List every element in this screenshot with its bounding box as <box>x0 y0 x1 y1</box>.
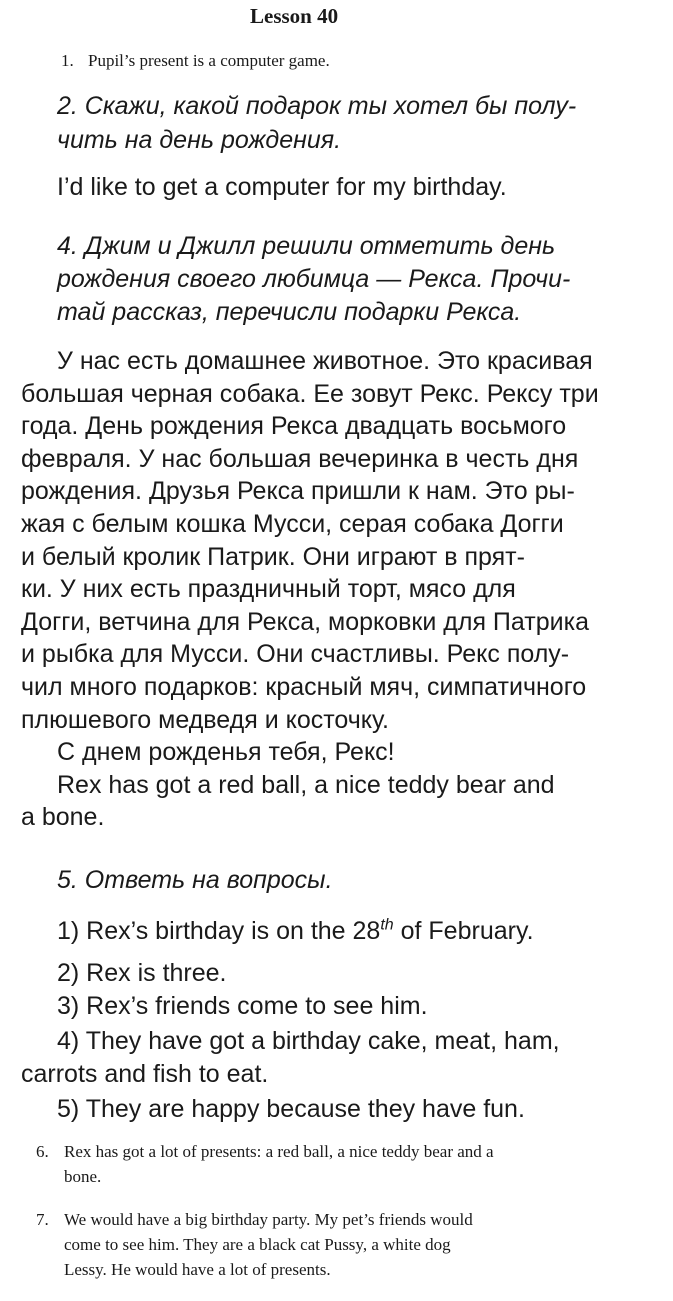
exercise-1-text: Pupil’s present is a computer game. <box>88 51 330 70</box>
exercise-7 <box>36 1210 636 1280</box>
story-line: чил много подарков: красный мяч, симпатичного <box>21 672 587 701</box>
exercise-5-answer-5: 5) They are happy because they have fun. <box>57 1095 525 1123</box>
story-line: и рыбка для Мусси. Они счастливы. Рекс полу- <box>21 640 570 669</box>
exercise-5-answer-3: 3) Rex’s friends come to see him. <box>57 992 428 1020</box>
answer-1-ordinal: th <box>380 916 394 934</box>
exercise-7-number: 7. <box>36 1210 49 1229</box>
story-line: рождения. Друзья Рекса пришли к нам. Это ры- <box>21 477 575 506</box>
exercise-7-line-1: We would have a big birthday party. My pet’s friends would <box>64 1210 473 1229</box>
exercise-2-task-line-2: чить на день рождения. <box>57 126 342 154</box>
exercise-2-answer: I’d like to get a computer for my birthday. <box>57 173 507 201</box>
exercise-7-line-2: come to see him. They are a black cat Pussy, a white dog <box>64 1235 451 1254</box>
exercise-5-answer-4-line-1: 4) They have got a birthday cake, meat, ham, <box>57 1027 560 1055</box>
exercise-2-task-line-1: 2. Скажи, какой подарок ты хотел бы полу- <box>57 92 577 120</box>
exercise-5-answer-1 <box>57 917 534 946</box>
exercise-7-line-3: Lessy. He would have a lot of presents. <box>64 1260 331 1279</box>
exercise-6 <box>36 1142 636 1187</box>
story-line: Догги, ветчина для Рекса, морковки для Патрика <box>21 607 589 636</box>
lesson-title: Lesson 40 <box>250 4 339 28</box>
story-line: года. День рождения Рекса двадцать восьмого <box>21 412 567 441</box>
story-line: У нас есть домашнее животное. Это красивая <box>57 347 593 375</box>
exercise-6-number: 6. <box>36 1142 49 1161</box>
exercise-1-number: 1. <box>61 51 74 70</box>
exercise-2-task <box>57 89 647 157</box>
exercise-5-task: 5. Ответь на вопросы. <box>57 866 333 894</box>
exercise-4-story <box>21 345 647 834</box>
story-greeting: С днем рожденья тебя, Рекс! <box>57 738 395 767</box>
exercise-1 <box>61 51 330 71</box>
exercise-4-task-line-3: тай рассказ, перечисли подарки Рекса. <box>57 298 522 326</box>
answer-1-text-end: of February. <box>393 917 534 945</box>
story-line: жая с белым кошка Мусси, серая собака Догги <box>21 509 564 538</box>
exercise-5-answer-2: 2) Rex is three. <box>57 959 227 987</box>
story-line: плюшевого медведя и косточку. <box>21 705 389 734</box>
story-line: февраля. У нас большая вечеринка в честь дня <box>21 444 579 473</box>
story-line: ки. У них есть праздничный торт, мясо для <box>21 575 516 604</box>
answer-1-text: 1) Rex’s birthday is on the 28 <box>57 917 381 945</box>
exercise-4-answer-line-2: a bone. <box>21 803 105 832</box>
exercise-4-task <box>57 230 647 329</box>
exercise-5-answer-4-line-2: carrots and fish to eat. <box>21 1060 269 1088</box>
exercise-4-task-line-1: 4. Джим и Джилл решили отметить день <box>57 232 556 260</box>
exercise-6-line-1: Rex has got a lot of presents: a red ball, a nice teddy bear and a <box>64 1142 494 1161</box>
story-line: большая черная собака. Ее зовут Рекс. Рексу три <box>21 379 599 408</box>
exercise-4-task-line-2: рождения своего любимца — Рекса. Прочи- <box>57 265 571 293</box>
story-line: и белый кролик Патрик. Они играют в прят- <box>21 542 525 571</box>
exercise-4-answer-line-1: Rex has got a red ball, a nice teddy bear and <box>57 770 555 799</box>
exercise-6-line-2: bone. <box>64 1167 102 1186</box>
